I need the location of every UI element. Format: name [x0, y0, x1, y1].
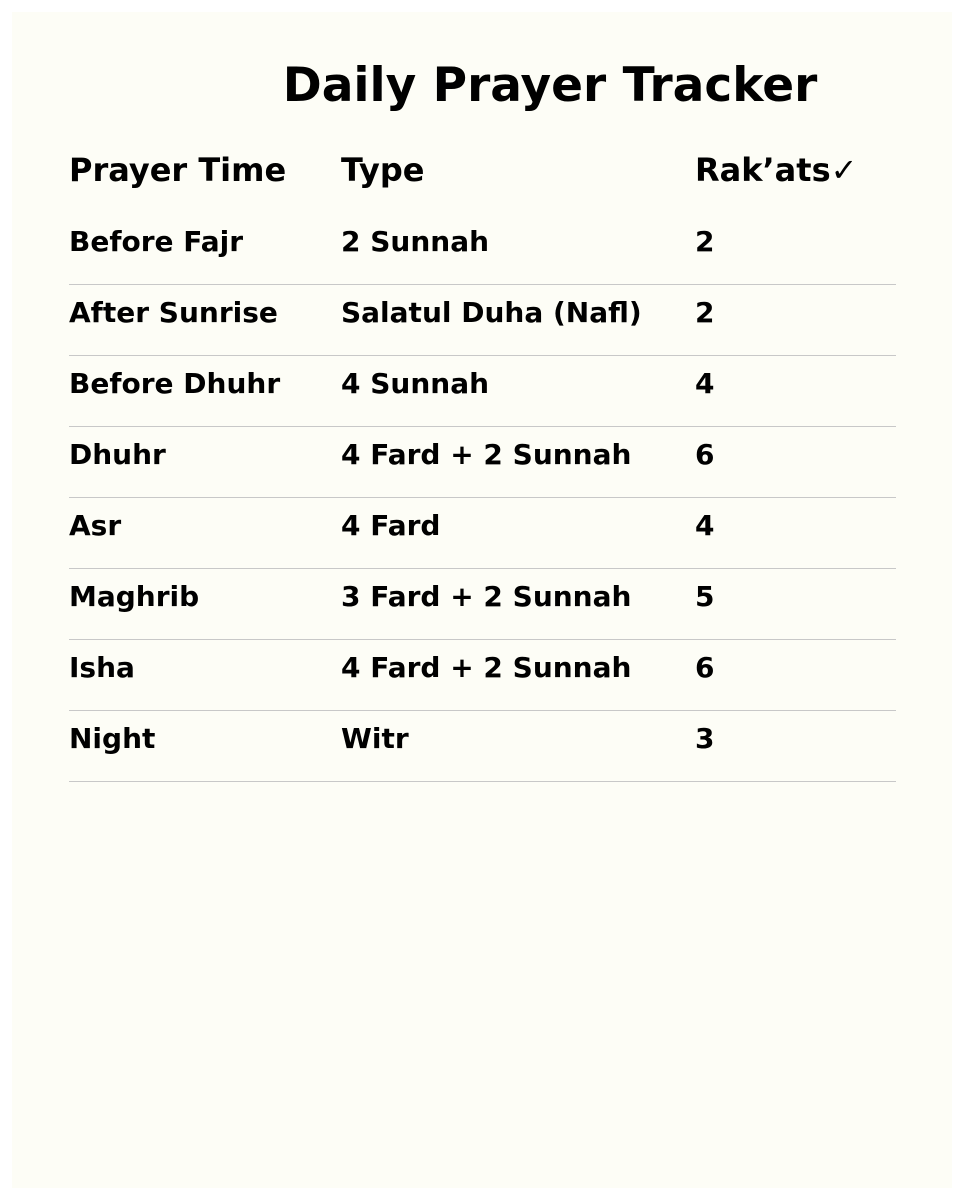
- table-row: [69, 569, 896, 640]
- prayer-time-cell: Before Dhuhr: [69, 367, 281, 400]
- table-row: [69, 498, 896, 569]
- prayer-type-cell: 4 Fard + 2 Sunnah: [341, 651, 632, 684]
- header-rakats: Rak’ats✓: [695, 151, 858, 189]
- table-header: [69, 148, 896, 214]
- prayer-type-cell: 4 Fard: [341, 509, 441, 542]
- header-prayer-time: Prayer Time: [69, 151, 287, 189]
- prayer-time-cell: Maghrib: [69, 580, 200, 613]
- prayer-table: [69, 148, 896, 782]
- prayer-time-cell: Before Fajr: [69, 225, 244, 258]
- prayer-type-cell: 2 Sunnah: [341, 225, 490, 258]
- prayer-time-cell: Isha: [69, 651, 135, 684]
- prayer-type-cell: 4 Sunnah: [341, 367, 490, 400]
- rakats-cell: 4: [695, 509, 715, 542]
- table-row: [69, 427, 896, 498]
- prayer-type-cell: 3 Fard + 2 Sunnah: [341, 580, 632, 613]
- table-row: [69, 214, 896, 285]
- rakats-cell: 5: [695, 580, 715, 613]
- rakats-cell: 4: [695, 367, 715, 400]
- prayer-time-cell: Asr: [69, 509, 122, 542]
- page-title: Daily Prayer Tracker: [282, 58, 818, 113]
- prayer-time-cell: Dhuhr: [69, 438, 166, 471]
- rakats-cell: 2: [695, 225, 715, 258]
- rakats-cell: 6: [695, 651, 715, 684]
- rakats-cell: 6: [695, 438, 715, 471]
- header-type: Type: [341, 151, 425, 189]
- table-row: [69, 711, 896, 782]
- prayer-type-cell: 4 Fard + 2 Sunnah: [341, 438, 632, 471]
- prayer-type-cell: Witr: [341, 722, 409, 755]
- table-row: [69, 285, 896, 356]
- prayer-type-cell: Salatul Duha (Nafl): [341, 296, 642, 329]
- rakats-cell: 2: [695, 296, 715, 329]
- tracker-sheet: [12, 12, 952, 1188]
- prayer-time-cell: Night: [69, 722, 156, 755]
- prayer-time-cell: After Sunrise: [69, 296, 278, 329]
- table-row: [69, 640, 896, 711]
- rakats-cell: 3: [695, 722, 715, 755]
- table-row: [69, 356, 896, 427]
